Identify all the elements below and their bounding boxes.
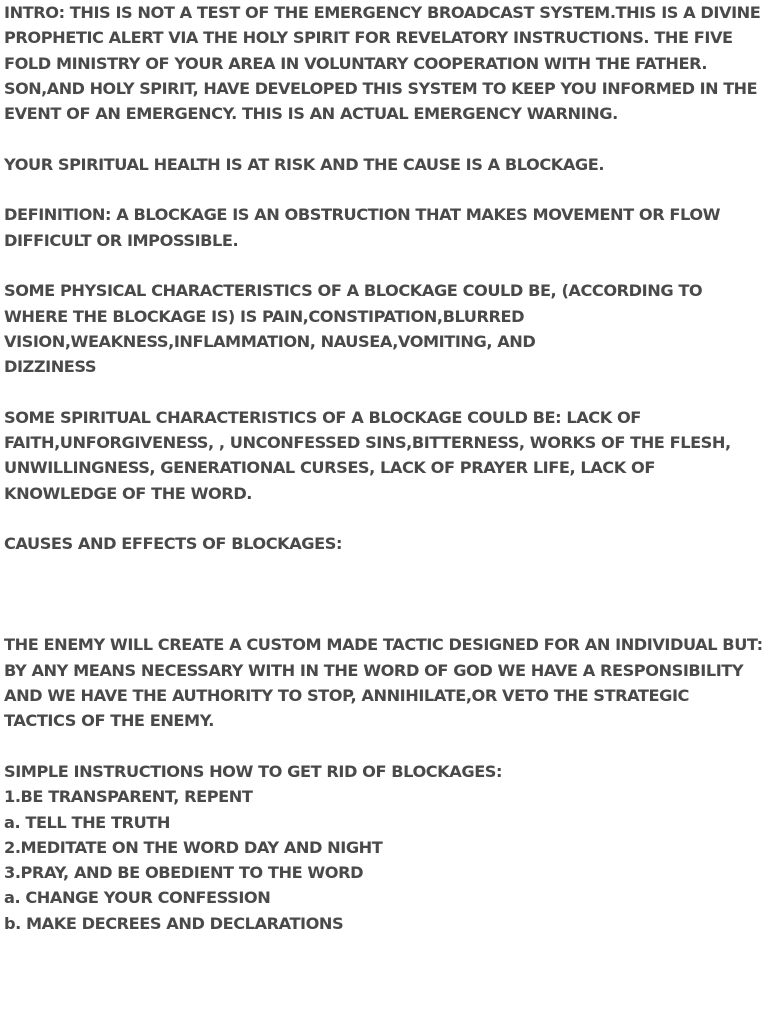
text-line: BY ANY MEANS NECESSARY WITH IN THE WORD OF GOD WE HAVE A RESPONSIBILITY (4, 660, 744, 680)
text-line: VISION,WEAKNESS,INFLAMMATION, NAUSEA,VOMITING, AND (4, 331, 536, 351)
physical-characteristics-paragraph (4, 278, 764, 379)
text-line: THE ENEMY WILL CREATE A CUSTOM MADE TACTIC DESIGNED FOR AN INDIVIDUAL BUT: (4, 635, 763, 655)
list-item: 3.PRAY, AND BE OBEDIENT TO THE WORD (4, 863, 364, 883)
text-line: FAITH,UNFORGIVENESS, , UNCONFESSED SINS,BITTERNESS, WORKS OF THE FLESH, (4, 433, 731, 453)
text-line: DEFINITION: A BLOCKAGE IS AN OBSTRUCTION THAT MAKES MOVEMENT OR FLOW (4, 205, 721, 225)
list-item: b. MAKE DECREES AND DECLARATIONS (4, 913, 344, 933)
text-line: SOME SPIRITUAL CHARACTERISTICS OF A BLOCKAGE COULD BE: LACK OF (4, 407, 641, 427)
definition-paragraph (4, 202, 764, 253)
paragraph-gap (4, 177, 764, 202)
intro-paragraph (4, 0, 764, 126)
paragraph-gap (4, 506, 764, 531)
paragraph-gap (4, 379, 764, 404)
text-line: PROPHETIC ALERT VIA THE HOLY SPIRIT FOR REVELATORY INSTRUCTIONS. THE FIVE (4, 28, 733, 48)
paragraph-gap (4, 126, 764, 151)
text-line: DIFFICULT OR IMPOSSIBLE. (4, 230, 239, 250)
text-line: KNOWLEDGE OF THE WORD. (4, 483, 253, 503)
spiritual-characteristics-paragraph (4, 405, 764, 506)
paragraph-gap (4, 734, 764, 759)
instructions-list (4, 759, 764, 936)
text-line: CAUSES AND EFFECTS OF BLOCKAGES: (4, 534, 342, 554)
text-line: UNWILLINGNESS, GENERATIONAL CURSES, LACK OF PRAYER LIFE, LACK OF (4, 458, 655, 478)
list-item: a. CHANGE YOUR CONFESSION (4, 888, 271, 908)
text-line: SON,AND HOLY SPIRIT, HAVE DEVELOPED THIS SYSTEM TO KEEP YOU INFORMED IN THE (4, 78, 758, 98)
text-line: WHERE THE BLOCKAGE IS) IS PAIN,CONSTIPATION,BLURRED (4, 306, 525, 326)
text-line: TACTICS OF THE ENEMY. (4, 711, 214, 731)
instructions-heading: SIMPLE INSTRUCTIONS HOW TO GET RID OF BLOCKAGES: (4, 761, 503, 781)
paragraph-gap (4, 253, 764, 278)
text-line: INTRO: THIS IS NOT A TEST OF THE EMERGENCY BROADCAST SYSTEM.THIS IS A DIVINE (4, 3, 761, 22)
risk-paragraph (4, 152, 764, 177)
enemy-paragraph (4, 632, 764, 733)
text-line: DIZZINESS (4, 357, 97, 377)
text-line: YOUR SPIRITUAL HEALTH IS AT RISK AND THE CAUSE IS A BLOCKAGE. (4, 154, 605, 174)
text-line: SOME PHYSICAL CHARACTERISTICS OF A BLOCKAGE COULD BE, (ACCORDING TO (4, 281, 703, 301)
text-line: FOLD MINISTRY OF YOUR AREA IN VOLUNTARY COOPERATION WITH THE FATHER. (4, 53, 708, 73)
causes-heading (4, 531, 764, 556)
list-item: 1.BE TRANSPARENT, REPENT (4, 787, 253, 807)
list-item: 2.MEDITATE ON THE WORD DAY AND NIGHT (4, 837, 383, 857)
paragraph-gap (4, 557, 764, 633)
list-item: a. TELL THE TRUTH (4, 812, 170, 832)
text-line: AND WE HAVE THE AUTHORITY TO STOP, ANNIHILATE,OR VETO THE STRATEGIC (4, 686, 689, 706)
text-line: EVENT OF AN EMERGENCY. THIS IS AN ACTUAL EMERGENCY WARNING. (4, 104, 618, 124)
